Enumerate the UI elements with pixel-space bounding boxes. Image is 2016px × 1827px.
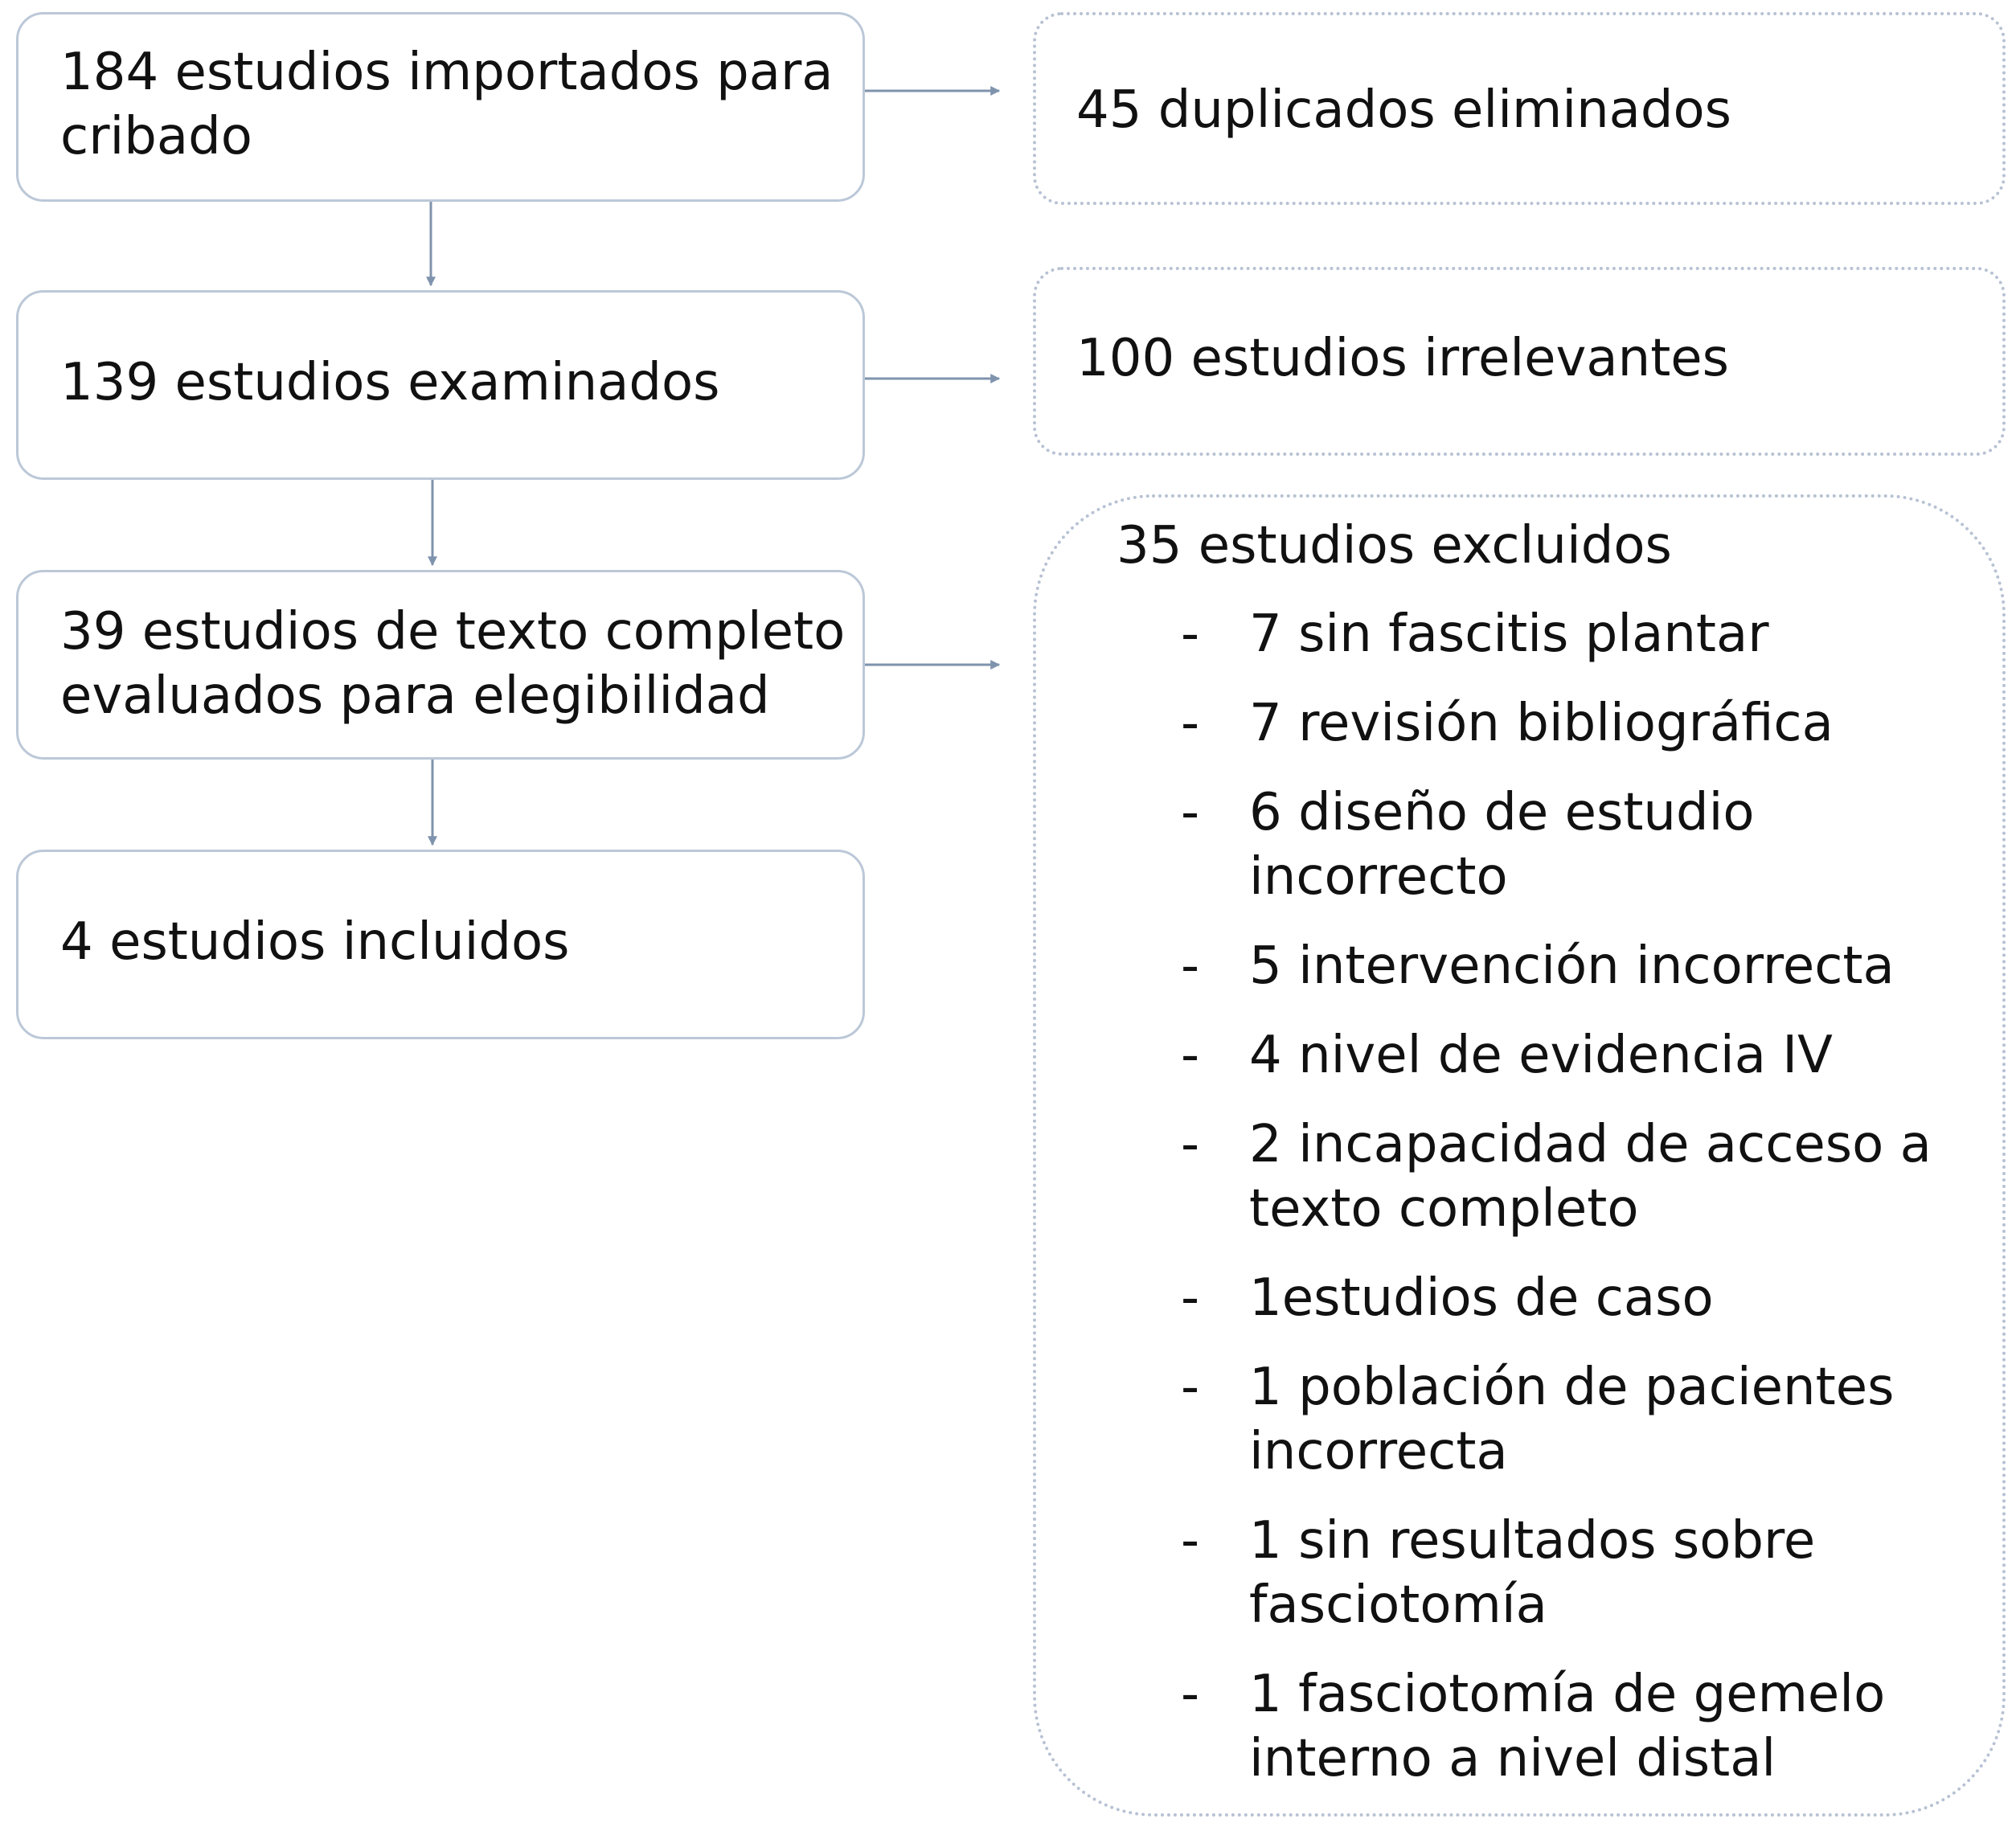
list-item (1036, 1266, 2002, 1330)
list-item (1036, 1509, 2002, 1637)
screened-box (16, 290, 865, 480)
list-item (1036, 1662, 2002, 1791)
list-bullet: - (1181, 1358, 1200, 1417)
irrelevant-box (1033, 267, 2006, 456)
list-bullet: - (1181, 1115, 1200, 1174)
excluded-reasons-list (1036, 602, 2002, 1816)
list-bullet: - (1181, 936, 1200, 996)
imported-text: 184 estudios importados para cribado (60, 43, 834, 166)
excluded-reason: 7 revisión bibliográfica (1249, 694, 1834, 753)
excluded-box (1033, 494, 2006, 1817)
list-bullet: - (1181, 694, 1200, 753)
list-bullet: - (1181, 1665, 1200, 1724)
list-bullet: - (1181, 783, 1200, 842)
list-bullet: - (1181, 1268, 1200, 1328)
duplicates-text: 45 duplicados eliminados (1076, 80, 1731, 140)
screened-text: 139 estudios examinados (60, 353, 720, 412)
list-item (1036, 780, 2002, 909)
excluded-reason: 1estudios de caso (1249, 1268, 1714, 1328)
fulltext-box (16, 570, 865, 760)
list-item (1036, 602, 2002, 666)
excluded-reason: 5 intervención incorrecta (1249, 936, 1895, 996)
excluded-title: 35 estudios excluidos (1117, 516, 1672, 576)
fulltext-text: 39 estudios de texto completo evaluados para elegibilidad (60, 602, 846, 726)
excluded-reason: 2 incapacidad de acceso a texto completo (1249, 1115, 1932, 1239)
included-box (16, 850, 865, 1039)
imported-box (16, 12, 865, 202)
excluded-reason: 7 sin fascitis plantar (1249, 604, 1769, 664)
list-item (1036, 1023, 2002, 1088)
excluded-reason: 1 población de pacientes incorrecta (1249, 1358, 1895, 1481)
excluded-reason: 1 sin resultados sobre fasciotomía (1249, 1511, 1816, 1635)
list-bullet: - (1181, 604, 1200, 664)
list-item (1036, 934, 2002, 998)
excluded-reason: 1 fasciotomía de gemelo interno a nivel distal (1249, 1665, 1886, 1788)
list-item (1036, 1355, 2002, 1484)
excluded-reason: 4 nivel de evidencia IV (1249, 1026, 1833, 1085)
list-bullet: - (1181, 1026, 1200, 1085)
excluded-reason: 6 diseño de estudio incorrecto (1249, 783, 1755, 907)
list-item (1036, 1112, 2002, 1241)
included-text: 4 estudios incluidos (60, 912, 570, 972)
irrelevant-text: 100 estudios irrelevantes (1076, 329, 1729, 388)
list-item (1036, 691, 2002, 756)
duplicates-box (1033, 12, 2006, 205)
list-bullet: - (1181, 1511, 1200, 1571)
